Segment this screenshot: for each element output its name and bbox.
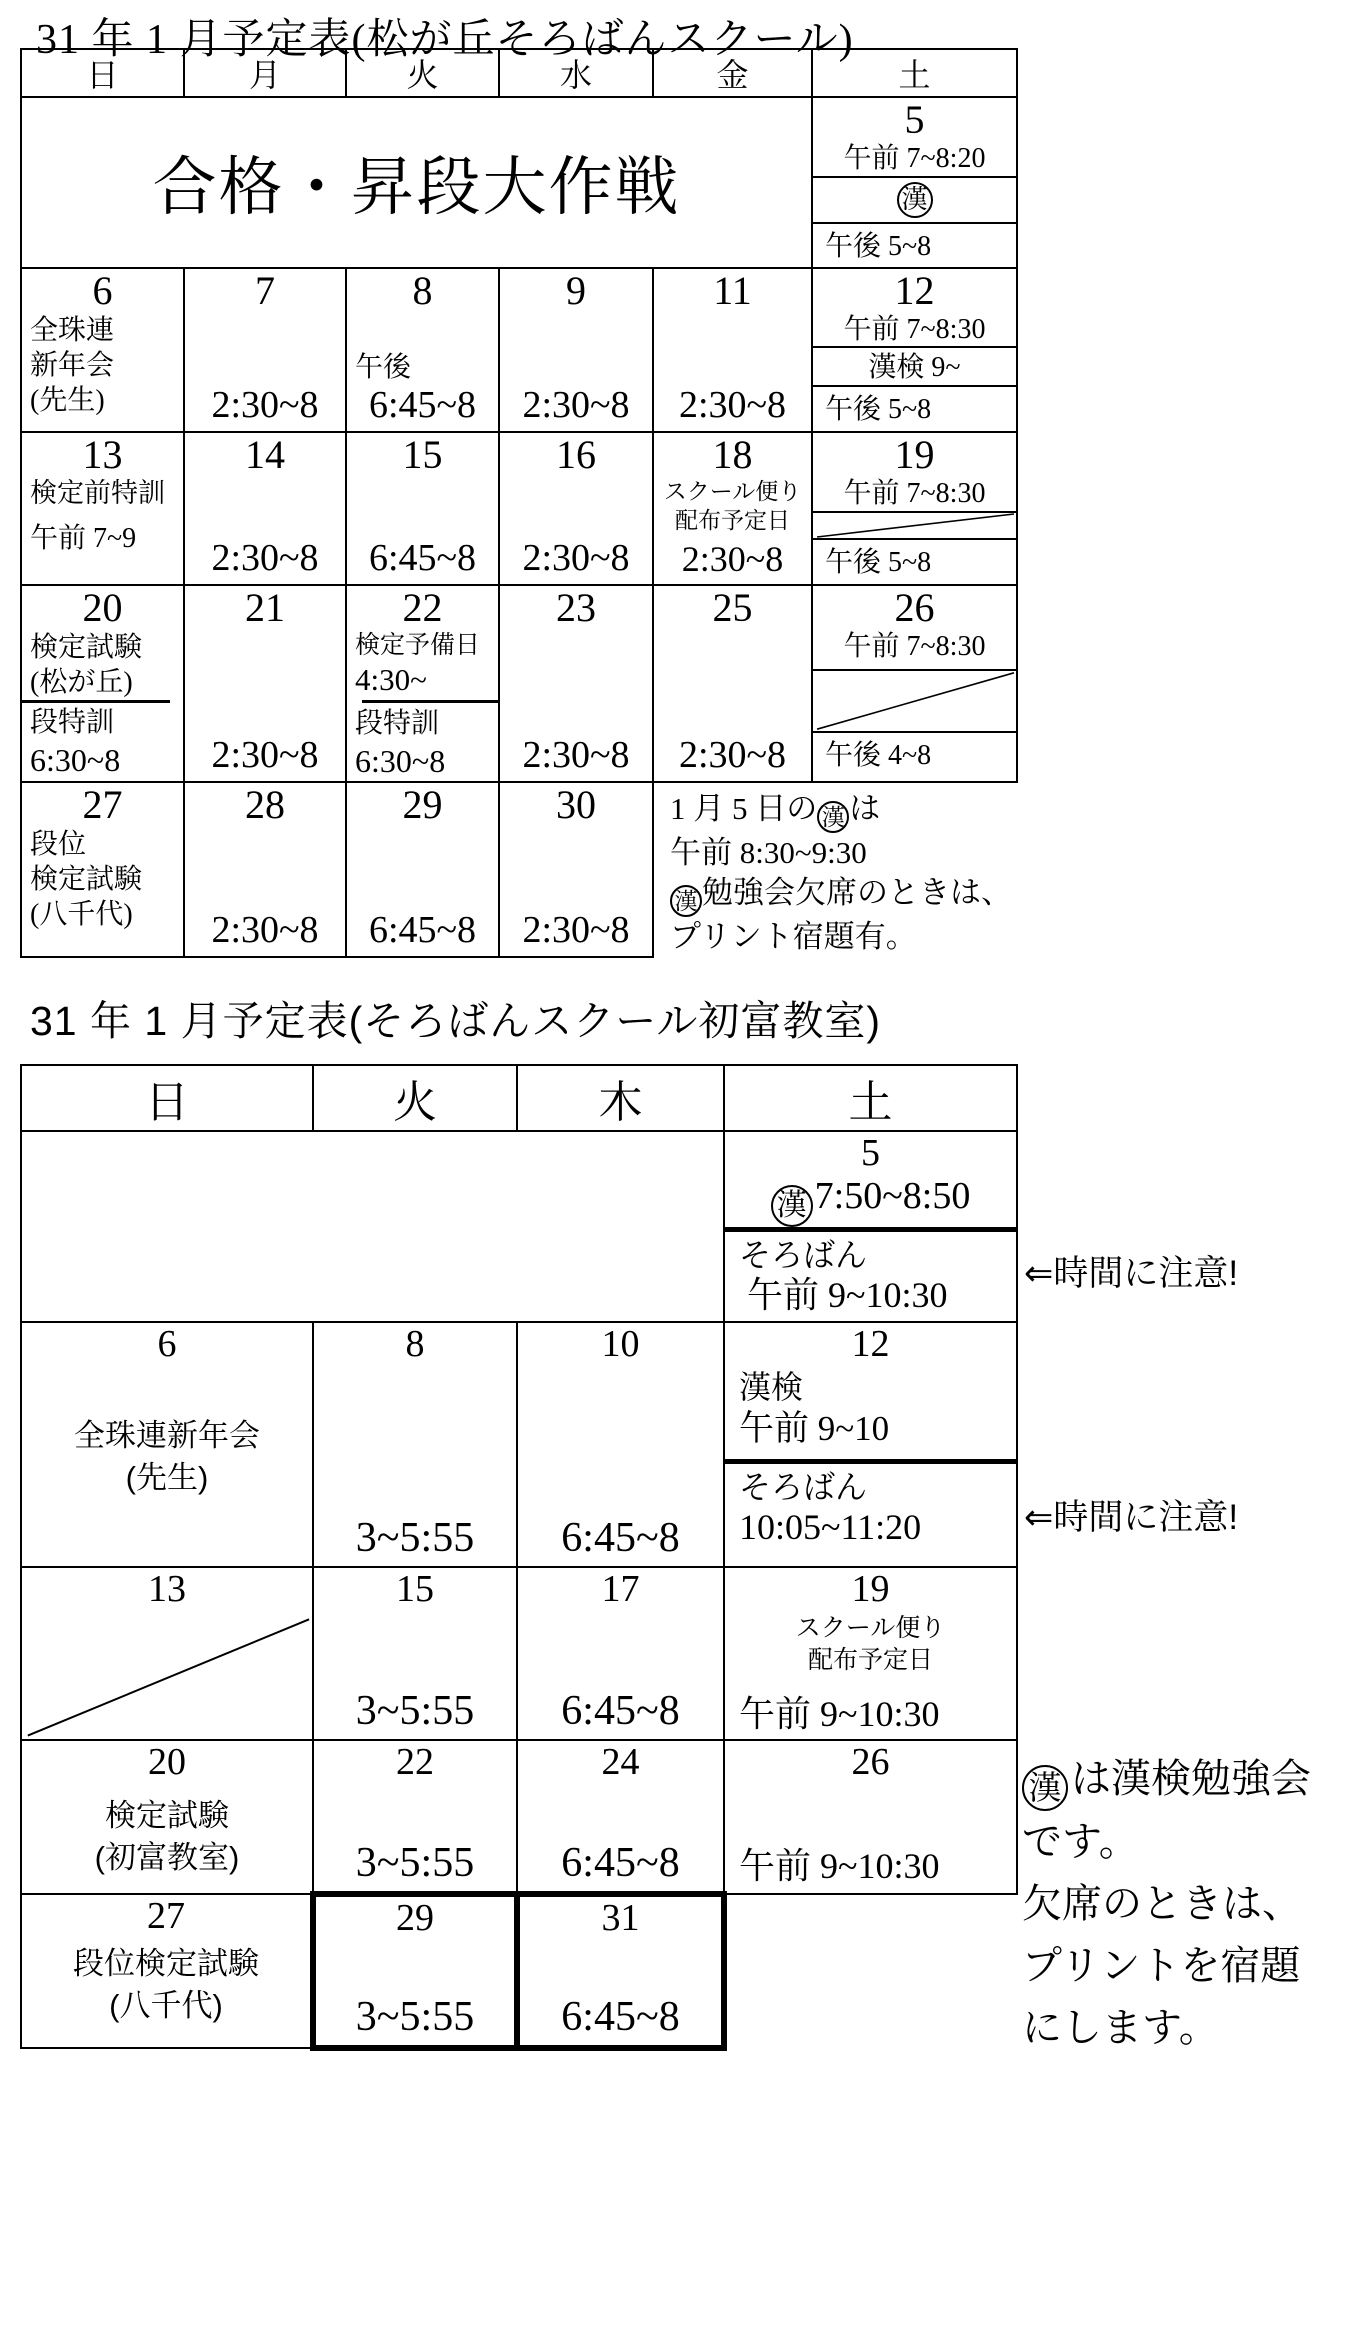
day-number: 19 xyxy=(851,1568,890,1611)
event-label: (八千代) xyxy=(109,1987,223,2023)
event-label: 検定試験 xyxy=(30,863,143,895)
t1-col-mon: 月 xyxy=(184,49,346,97)
t2-w5-empty-cell xyxy=(724,1894,1017,2048)
t1-w1-sat-cell xyxy=(812,97,1017,177)
t1-w1-banner-cell xyxy=(21,97,812,268)
day-number: 24 xyxy=(601,1741,640,1784)
t2-w5-tue-cell xyxy=(313,1894,517,2048)
t1-w1-sat-pm-cell xyxy=(812,223,1017,268)
t2-col-sun: 日 xyxy=(21,1065,313,1131)
event-label: 検定試験 xyxy=(105,1797,229,1833)
time-label: 6:45~8 xyxy=(368,536,477,579)
t2-w1-empty-cell xyxy=(21,1131,724,1322)
time-label: 6:45~8 xyxy=(561,1515,680,1562)
day-number: 27 xyxy=(147,1895,185,1938)
day-number: 13 xyxy=(148,1568,186,1611)
t1-w1-sat-kanken-cell xyxy=(812,177,1017,223)
campaign-banner: 合格・昇段大作戦 xyxy=(152,152,681,223)
t1-col-sat: 土 xyxy=(812,49,1017,97)
note-line: 欠席のときは、 xyxy=(1022,1881,1302,1926)
event-label: 全珠連 xyxy=(30,314,115,346)
event-label: 段特訓 xyxy=(30,706,115,738)
time-label: 午前 7~8:30 xyxy=(843,477,986,509)
time-label: 7:50~8:50 xyxy=(814,1174,971,1217)
t1-w4-sun-cell xyxy=(21,585,184,782)
day-number: 18 xyxy=(712,431,753,477)
day-number: 16 xyxy=(556,431,596,477)
day-number: 5 xyxy=(861,1132,880,1174)
time-label: 2:30~8 xyxy=(211,383,319,426)
t1-w2-sat-pm-cell xyxy=(812,386,1017,432)
t2-w2-tue-cell xyxy=(313,1322,517,1567)
t2-w1-sat-soroban-cell xyxy=(724,1229,1017,1322)
day-number: 26 xyxy=(851,1741,890,1784)
time-label: 午前 9~10:30 xyxy=(739,1845,940,1886)
t2-col-sat: 土 xyxy=(724,1065,1017,1131)
time-label: 午後 5~8 xyxy=(825,393,932,425)
day-number: 20 xyxy=(148,1741,186,1784)
kanken-circle-icon: 漢 xyxy=(817,801,849,833)
note-line: 午前 8:30~9:30 xyxy=(670,835,867,871)
time-label: 4:30~ xyxy=(355,662,427,698)
day-number: 8 xyxy=(405,1323,425,1366)
event-label: 漢検 9~ xyxy=(868,352,961,384)
time-label: 午前 9~10 xyxy=(739,1409,890,1449)
event-label: そろばん xyxy=(739,1236,868,1273)
event-label: スクール便り xyxy=(795,1613,946,1642)
time-label: 2:30~8 xyxy=(522,536,630,579)
t1-col-fri: 金 xyxy=(653,49,812,97)
t1-w3-mon-cell xyxy=(184,432,346,585)
t2-w2-thu-cell xyxy=(517,1322,724,1567)
t2-w3-sat-cell xyxy=(724,1567,1017,1740)
day-number: 28 xyxy=(245,781,285,827)
t2-col-thu: 木 xyxy=(517,1065,724,1131)
divider-line xyxy=(362,700,498,703)
time-label: 6:30~8 xyxy=(355,742,446,779)
t1-w2-wed-cell xyxy=(499,268,653,432)
time-label: 午前 9~10:30 xyxy=(739,1693,940,1734)
event-label: (初富教室) xyxy=(94,1839,240,1875)
t2-w1-sat-cell xyxy=(724,1131,1017,1229)
event-label: 新年会 xyxy=(30,349,115,381)
t1-col-sun: 日 xyxy=(21,49,184,97)
t1-w2-tue-cell xyxy=(346,268,499,432)
day-number: 7 xyxy=(255,267,275,313)
time-label: 6:45~8 xyxy=(561,1840,680,1887)
day-number: 8 xyxy=(412,267,433,313)
t1-w3-sat-closed-cell xyxy=(812,512,1017,539)
time-label: 2:30~8 xyxy=(522,909,630,952)
event-label: (先生) xyxy=(30,384,105,416)
t2-w5-sun-cell xyxy=(21,1894,313,2048)
time-label: 2:30~8 xyxy=(522,383,630,426)
time-label: 6:45~8 xyxy=(368,909,477,952)
day-number: 21 xyxy=(245,584,285,630)
day-number: 14 xyxy=(245,431,285,477)
t2-w3-sun-cell xyxy=(21,1567,313,1740)
t1-w4-sat-pm-cell xyxy=(812,732,1017,782)
time-label: 午前 7~8:20 xyxy=(843,143,986,174)
time-label: 2:30~8 xyxy=(678,733,787,776)
day-number: 13 xyxy=(82,431,123,477)
t2-w3-tue-cell xyxy=(313,1567,517,1740)
t1-w2-sat-cell xyxy=(812,268,1017,348)
diagonal-line xyxy=(813,513,1016,538)
page-title-matsugaoka: 31 年 1 月予定表(松が丘そろばんスクール) xyxy=(36,17,854,63)
day-number: 29 xyxy=(396,1897,434,1940)
note-line: です。 xyxy=(1022,1819,1139,1864)
t1-w4-sat-closed-cell xyxy=(812,670,1017,733)
t1-w3-tue-cell xyxy=(346,432,499,585)
day-number: 15 xyxy=(396,1568,434,1611)
time-warning-note-2: ⇐時間に注意! xyxy=(1024,1498,1239,1537)
t2-header-row xyxy=(21,1065,1017,1131)
day-number: 27 xyxy=(82,781,123,827)
day-number: 26 xyxy=(894,584,935,630)
t1-w5-tue-cell xyxy=(346,782,499,957)
time-label: 3~5:55 xyxy=(355,1688,475,1735)
event-label: 段位検定試験 xyxy=(73,1945,259,1981)
day-number: 12 xyxy=(894,267,935,313)
time-label: 午後 4~8 xyxy=(825,740,932,772)
time-label: 3~5:55 xyxy=(355,1994,475,2041)
t2-col-tue: 火 xyxy=(313,1065,517,1131)
kanken-explanation-note: 漢 は漢検勉強会 です。 欠席のときは、 プリントを宿題 にします。 xyxy=(1022,1748,1311,2059)
day-number: 19 xyxy=(894,431,935,477)
t1-w3-sun-cell xyxy=(21,432,184,585)
day-number: 29 xyxy=(402,781,443,827)
time-label: 2:30~8 xyxy=(211,536,319,579)
event-label: 全珠連新年会 xyxy=(74,1417,260,1453)
day-number: 17 xyxy=(601,1568,640,1611)
time-label: 午前 7~8:30 xyxy=(843,630,986,662)
t2-w3-thu-cell xyxy=(517,1567,724,1740)
time-label: 6:30~8 xyxy=(30,741,121,778)
day-number: 11 xyxy=(713,267,752,313)
t1-w5-sun-cell xyxy=(21,782,184,957)
t1-w5-wed-cell xyxy=(499,782,653,957)
calendar-hatsutomi xyxy=(20,1064,1018,2051)
event-label: 検定試験 xyxy=(30,631,143,663)
t1-w3-wed-cell xyxy=(499,432,653,585)
t2-w2-sat-cell xyxy=(724,1322,1017,1461)
day-number: 12 xyxy=(851,1323,890,1366)
kanken-circle-icon: 漢 xyxy=(771,1185,813,1227)
event-label: スクール便り xyxy=(663,477,802,504)
time-label: 2:30~8 xyxy=(522,733,630,776)
t1-w3-sat-cell xyxy=(812,432,1017,512)
t1-w3-sat-pm-cell xyxy=(812,539,1017,585)
t2-w4-thu-cell xyxy=(517,1740,724,1894)
t1-w4-tue-cell xyxy=(346,585,499,782)
event-label: 漢検 xyxy=(739,1368,804,1405)
t1-footnote-cell xyxy=(653,782,1017,957)
time-label: 2:30~8 xyxy=(678,383,787,426)
t1-w2-mon-cell xyxy=(184,268,346,432)
kanken-circle-icon: 漢 xyxy=(670,885,702,917)
t1-w4-wed-cell xyxy=(499,585,653,782)
day-number: 10 xyxy=(601,1323,640,1366)
time-label: 2:30~8 xyxy=(681,539,784,580)
t1-w3-fri-cell xyxy=(653,432,812,585)
day-number: 23 xyxy=(556,584,596,630)
t2-w5-thu-cell xyxy=(517,1894,724,2048)
kanken-note: 1 月 5 日の 漢 は 午前 8:30~9:30 漢 勉強会欠席のときは、 プリント宿題有。 xyxy=(654,783,1017,957)
time-label: 2:30~8 xyxy=(211,733,319,776)
day-number: 31 xyxy=(601,1897,640,1940)
time-warning-note-1: ⇐時間に注意! xyxy=(1024,1254,1239,1293)
t1-w4-mon-cell xyxy=(184,585,346,782)
event-label: 検定前特訓 xyxy=(30,477,165,508)
time-label: 10:05~11:20 xyxy=(739,1507,922,1548)
time-label: 午後 5~8 xyxy=(825,230,932,262)
time-label: 午前 9~10:30 xyxy=(747,1275,948,1316)
day-number: 20 xyxy=(82,584,123,630)
divider-line xyxy=(22,700,170,703)
event-label: そろばん xyxy=(739,1468,868,1505)
t1-w5-mon-cell xyxy=(184,782,346,957)
day-number: 15 xyxy=(402,431,443,477)
t1-header-row xyxy=(21,49,1017,97)
event-label: 段位 xyxy=(30,828,87,860)
time-label: 3~5:55 xyxy=(355,1515,475,1562)
t1-w2-sat-kanken-cell xyxy=(812,347,1017,386)
time-label: 午前 7~9 xyxy=(30,522,137,554)
t2-w4-sat-cell xyxy=(724,1740,1017,1894)
event-label: (八千代) xyxy=(30,898,133,930)
time-label: 6:45~8 xyxy=(561,1688,680,1735)
day-number: 22 xyxy=(402,584,443,630)
day-number: 9 xyxy=(566,267,586,313)
day-number: 30 xyxy=(556,781,596,827)
event-label: 段特訓 xyxy=(355,707,440,739)
day-number: 6 xyxy=(92,267,113,313)
time-label: 6:45~8 xyxy=(561,1994,680,2041)
event-label: (松が丘) xyxy=(30,666,133,698)
kanken-circle-icon: 漢 xyxy=(897,182,933,218)
t1-w2-sun-cell xyxy=(21,268,184,432)
day-number: 5 xyxy=(904,97,925,142)
diagonal-line xyxy=(813,671,1016,731)
event-label: 配布予定日 xyxy=(807,1646,933,1675)
day-number: 25 xyxy=(712,584,753,630)
event-label: 検定予備日 xyxy=(355,631,481,659)
time-label: 2:30~8 xyxy=(211,909,319,952)
note-line: にします。 xyxy=(1022,2005,1219,2050)
diagonal-line xyxy=(22,1568,312,1739)
time-label: 3~5:55 xyxy=(355,1840,475,1887)
note-line: プリントを宿題 xyxy=(1022,1943,1301,1988)
time-label: 6:45~8 xyxy=(368,383,477,426)
t2-w2-sun-cell xyxy=(21,1322,313,1567)
time-label: 午前 7~8:30 xyxy=(843,313,986,345)
kanken-circle-icon: 漢 xyxy=(1022,1765,1068,1811)
t2-w2-sat-soroban-cell xyxy=(724,1461,1017,1567)
t1-w4-fri-cell xyxy=(653,585,812,782)
t2-w4-sun-cell xyxy=(21,1740,313,1894)
event-label: 午後 xyxy=(355,351,412,383)
note-line: プリント宿題有。 xyxy=(670,919,917,955)
time-label: 午後 5~8 xyxy=(825,546,932,578)
t1-col-tue: 火 xyxy=(346,49,499,97)
day-number: 6 xyxy=(157,1323,177,1366)
event-label: (先生) xyxy=(125,1459,209,1495)
t1-col-wed: 水 xyxy=(499,49,653,97)
day-number: 22 xyxy=(396,1741,434,1784)
t2-w4-tue-cell xyxy=(313,1740,517,1894)
calendar-matsugaoka xyxy=(20,48,1018,958)
event-label: 配布予定日 xyxy=(675,506,790,533)
t1-w4-sat-cell xyxy=(812,585,1017,670)
t1-w2-fri-cell xyxy=(653,268,812,432)
page-title-hatsutomi: 31 年 1 月予定表(そろばんスクール初富教室) xyxy=(30,998,882,1044)
